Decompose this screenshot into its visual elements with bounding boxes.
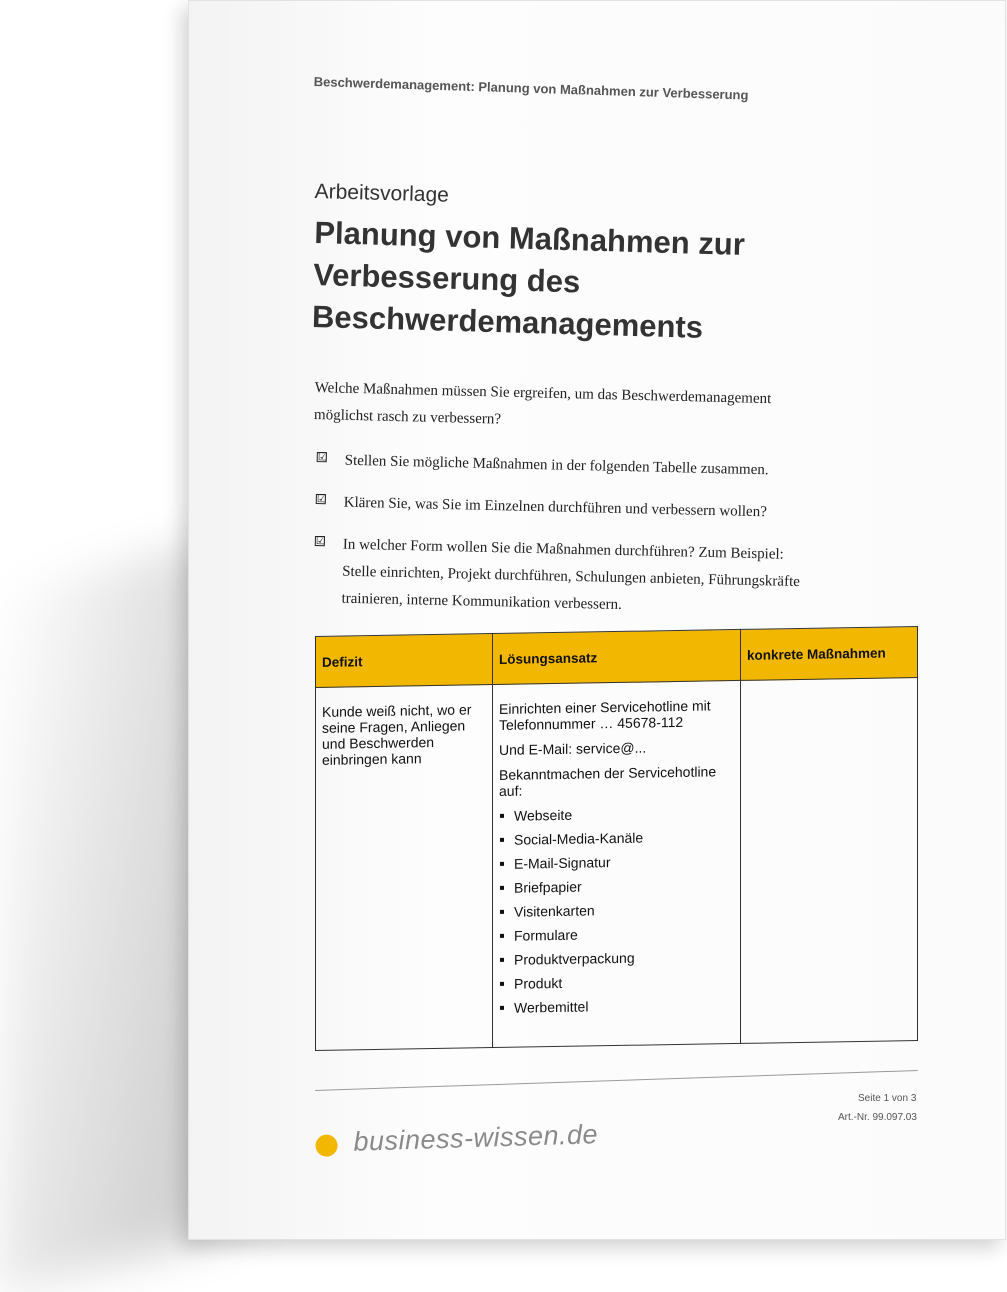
channel-list xyxy=(499,804,734,1016)
title-line-3: Beschwerdemanagements xyxy=(311,298,704,345)
loesung-paragraph: Und E-Mail: service@... xyxy=(499,739,647,758)
intro-paragraph: Welche Maßnahmen müssen Sie ergreifen, um das Beschwerdemanagement möglichst rasch zu verbessern? xyxy=(313,379,772,428)
header-konkrete-massnahmen: konkrete Maßnahmen xyxy=(741,627,918,681)
logo-dot-icon xyxy=(315,1134,338,1157)
checklist-text: In welcher Form wollen Sie die Maßnahmen durchführen? Zum Beispiel: Stelle einrichten, Projekt durchführen, Schulungen anbieten, Führungskräfte trainieren, interne Kommunikation verbessern. xyxy=(341,536,801,613)
list-item: Social-Media-Kanäle xyxy=(499,828,734,848)
cell-loesungsansatz xyxy=(493,680,741,1047)
checklist xyxy=(311,447,815,638)
table-row xyxy=(316,678,918,1051)
measures-table xyxy=(315,626,918,1051)
title-line-2: Verbesserung des xyxy=(312,256,581,300)
cell-defizit: Kunde weiß nicht, wo er seine Fragen, Anliegen und Beschwerden einbringen kann xyxy=(316,685,493,1051)
list-item: E-Mail-Signatur xyxy=(499,852,734,872)
checklist-text: Klären Sie, was Sie im Einzelnen durchführen und verbessern wollen? xyxy=(343,494,768,521)
document-title xyxy=(311,212,794,351)
list-item: Webseite xyxy=(499,804,734,824)
logo-text: business-wissen.de xyxy=(352,1119,599,1157)
checkbox-icon: ☑ xyxy=(317,450,328,464)
header-defizit: Defizit xyxy=(316,634,493,688)
list-item: Formulare xyxy=(499,924,734,944)
running-header: Beschwerdemanagement: Planung von Maßnahmen zur Verbesserung xyxy=(313,74,749,103)
document-kicker: Arbeitsvorlage xyxy=(314,180,450,207)
title-line-1: Planung von Maßnahmen zur xyxy=(313,214,746,263)
checkbox-icon: ☑ xyxy=(315,534,326,548)
checklist-text: Stellen Sie mögliche Maßnahmen in der folgenden Tabelle zusammen. xyxy=(344,452,769,479)
article-number: Art.-Nr. 99.097.03 xyxy=(838,1112,917,1123)
loesung-paragraph: Bekanntmachen der Servicehotline auf: xyxy=(499,763,717,799)
list-item: Werbemittel xyxy=(499,996,734,1016)
list-item: Produkt xyxy=(499,972,734,992)
list-item: Produktverpackung xyxy=(499,948,734,968)
measures-table-wrapper xyxy=(315,626,918,1051)
cell-konkrete-massnahmen[interactable] xyxy=(741,678,918,1044)
loesung-paragraph: Einrichten einer Servicehotline mit Telefonnummer … 45678-112 xyxy=(499,697,711,733)
list-item: Briefpapier xyxy=(499,876,734,896)
checklist-item xyxy=(311,531,813,623)
header-loesungsansatz: Lösungsansatz xyxy=(493,629,741,684)
checklist-item xyxy=(313,489,813,527)
page-number: Seite 1 von 3 xyxy=(858,1093,917,1104)
list-item: Visitenkarten xyxy=(499,900,734,920)
checkbox-icon: ☑ xyxy=(316,492,327,506)
